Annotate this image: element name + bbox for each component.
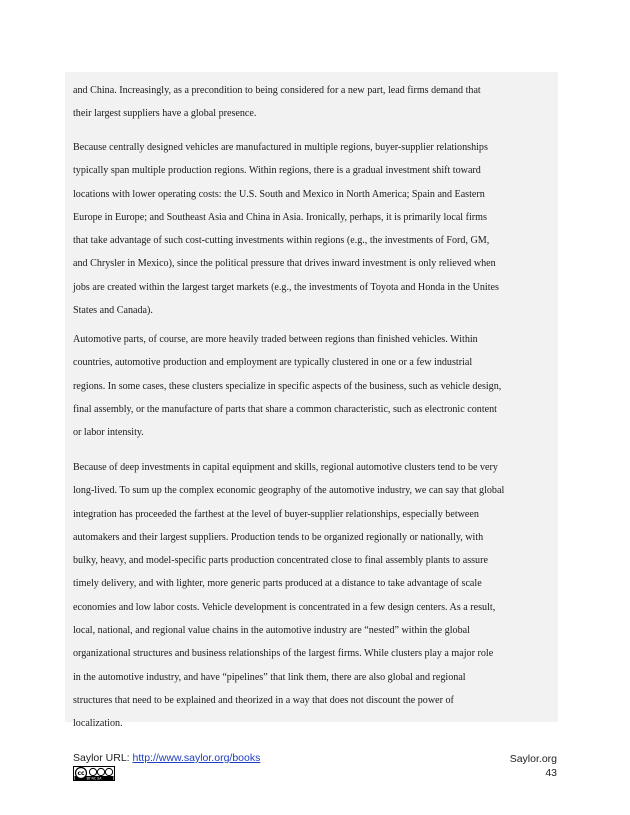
text-line: timely delivery, and with lighter, more generic parts produced at a distance to take advantage of scale	[73, 578, 482, 590]
text-line: countries, automotive production and employment are typically clustered in one or a few industrial	[73, 357, 473, 369]
page-number: 43	[545, 767, 557, 779]
footer-site: Saylor.org	[509, 753, 557, 765]
cc-license-badge-icon	[73, 766, 115, 781]
text-line: Europe in Europe; and Southeast Asia and China in Asia. Ironically, perhaps, it is primarily local firms	[73, 211, 487, 223]
text-line: Automotive parts, of course, are more heavily traded between regions than finished vehicles. Within	[73, 334, 478, 345]
text-line: typically span multiple production regions. Within regions, there is a gradual investment shift toward	[73, 165, 481, 177]
text-line: bulky, heavy, and model-specific parts production concentrated close to final assembly plants to assure	[73, 555, 488, 567]
cc-badge-text: cc	[77, 770, 85, 778]
text-line: integration has proceeded the farthest at the level of buyer-supplier relationships, especially between	[73, 508, 479, 520]
text-line: structures that need to be explained and theorized in a way that does not discount the power of	[73, 694, 454, 706]
paragraph-1	[73, 79, 563, 126]
text-line: locations with lower operating costs: the U.S. South and Mexico in North America; Spain and Eastern	[73, 188, 485, 200]
cc-badge-subtext: BY NC SA	[86, 776, 102, 781]
text-line: and China. Increasingly, as a precondition to being considered for a new part, lead firms demand that	[73, 85, 481, 96]
text-line: local, national, and regional value chains in the automotive industry are “nested” within the global	[73, 625, 470, 637]
text-line: their largest suppliers have a global presence.	[73, 108, 257, 120]
text-line: that take advantage of such cost-cutting investments within regions (e.g., the investments of Ford, GM,	[73, 235, 490, 247]
text-line: Because centrally designed vehicles are manufactured in multiple regions, buyer-supplier relationships	[73, 142, 488, 153]
footer-url-link[interactable]: http://www.saylor.org/books	[132, 752, 261, 764]
paragraph-3	[73, 328, 563, 444]
footer-page-info	[510, 752, 557, 780]
text-line: final assembly, or the manufacture of parts that share a common characteristic, such as electronic content	[73, 403, 497, 415]
text-line: economies and low labor costs. Vehicle development is concentrated in a few design centers. As a result,	[73, 601, 496, 613]
footer-url-label: Saylor URL:	[73, 752, 133, 764]
text-line: localization.	[73, 718, 123, 730]
text-line: or labor intensity.	[73, 427, 144, 439]
text-line: long-lived. To sum up the complex economic geography of the automotive industry, we can say that global	[73, 485, 505, 497]
text-line: and Chrysler in Mexico), since the political pressure that drives inward investment is only relieved when	[73, 258, 496, 270]
paragraph-4	[73, 456, 563, 736]
text-line: in the automotive industry, and have “pipelines” that link them, there are also global and regional	[73, 671, 466, 683]
footer-source	[73, 752, 260, 764]
paragraph-2	[73, 136, 563, 322]
text-line: organizational structures and business relationships of the largest firms. While clusters play a major role	[73, 648, 494, 660]
text-line: regions. In some cases, these clusters specialize in specific aspects of the business, such as vehicle design,	[73, 380, 502, 392]
text-line: States and Canada).	[73, 305, 153, 317]
text-line: jobs are created within the largest target markets (e.g., the investments of Toyota and Honda in the Unites	[73, 281, 499, 293]
text-line: automakers and their largest suppliers. Production tends to be organized regionally or nationally, with	[73, 531, 484, 543]
text-line: Because of deep investments in capital equipment and skills, regional automotive clusters tend to be very	[73, 462, 498, 473]
